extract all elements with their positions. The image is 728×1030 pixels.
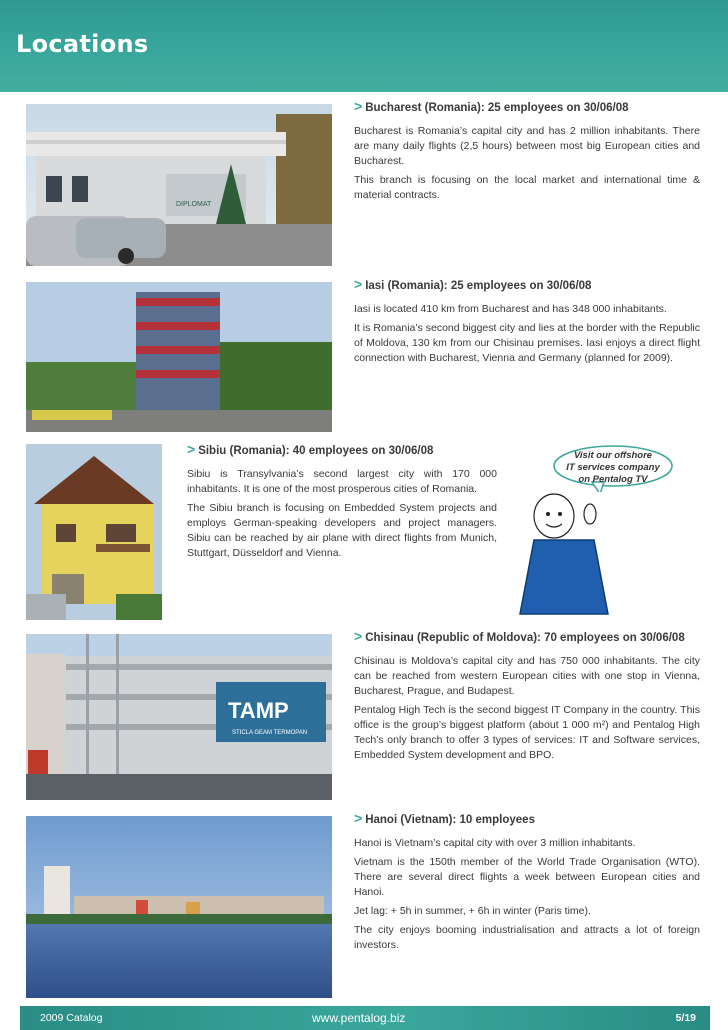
- iasi-office-photo: [26, 282, 332, 432]
- page-footer: [20, 1006, 710, 1030]
- arrow-bullet-icon: >: [354, 810, 363, 826]
- chisinau-office-photo: [26, 634, 332, 800]
- page-title: Locations: [16, 30, 149, 58]
- chisinau-heading: > Chisinau (Republic of Moldova): 70 employees on 30/06/08: [354, 628, 685, 644]
- footer-website-link[interactable]: www.pentalog.biz: [312, 1011, 406, 1025]
- page-header: [0, 0, 728, 92]
- bucharest-office-photo: [26, 104, 332, 266]
- chisinau-paragraph: Pentalog High Tech is the second biggest IT Company in the country. This office is the group’s biggest platform (about 1 000 m²) and Pentalog High Tech’s only branch to offer 3 types of services: IT and Software services, Embedded System development and BPO.: [354, 704, 700, 761]
- chisinau-sign-subtext: STICLA GEAM TERMOPAN: [232, 730, 308, 736]
- sibiu-section: [187, 442, 497, 565]
- promo-text: Visit our offshore IT services company on Pentalog TV: [566, 450, 660, 485]
- hanoi-section: [354, 811, 700, 957]
- bucharest-sign-text: DIPLOMAT: [176, 201, 212, 208]
- bucharest-section: [354, 99, 700, 207]
- sibiu-paragraph: Sibiu is Transylvania’s second largest city with 170 000 inhabitants. It is one of the most prosperous cities of Romania.: [187, 468, 497, 495]
- arrow-bullet-icon: >: [354, 98, 363, 114]
- hanoi-lake-photo: [26, 816, 332, 998]
- sibiu-heading: > Sibiu (Romania): 40 employees on 30/06/08: [187, 441, 434, 457]
- sibiu-office-photo: [26, 444, 162, 620]
- sibiu-paragraph: The Sibiu branch is focusing on Embedded System projects and employs German-speaking developers and project managers. Sibiu can be reached by air plane with direct flights from Munich, Stuttgart, Düsseldorf and Vienna.: [187, 502, 497, 559]
- hanoi-paragraph: Vietnam is the 150th member of the World Trade Organisation (WTO). There are several direct flights a week between European cities and Hanoi.: [354, 856, 700, 898]
- hanoi-paragraph: Jet lag: + 5h in summer, + 6h in winter (Paris time).: [354, 905, 591, 917]
- arrow-bullet-icon: >: [354, 276, 363, 292]
- hanoi-heading: > Hanoi (Vietnam): 10 employees: [354, 810, 535, 826]
- chisinau-paragraph: Chisinau is Moldova’s capital city and has 750 000 inhabitants. The city can be reached from western European cities with one stop in Vienna, Bucharest, Prague, and Budapest.: [354, 655, 700, 697]
- footer-catalog-label: 2009 Catalog: [40, 1012, 103, 1024]
- hanoi-paragraph: The city enjoys booming industrialisation and attracts a lot of foreign investors.: [354, 924, 700, 951]
- chisinau-sign-text: TAMP: [228, 698, 289, 723]
- mascot-illustration: [514, 490, 614, 626]
- bucharest-paragraph: This branch is focusing on the local market and international time & material contracts.: [354, 174, 700, 201]
- bucharest-heading: > Bucharest (Romania): 25 employees on 30/06/08: [354, 98, 629, 114]
- iasi-paragraph: Iasi is located 410 km from Bucharest and has 348 000 inhabitants.: [354, 303, 667, 315]
- iasi-heading: > Iasi (Romania): 25 employees on 30/06/08: [354, 276, 592, 292]
- bucharest-paragraph: Bucharest is Romania’s capital city and has 2 million inhabitants. There are many daily flights (2,5 hours) between most big European cities and Bucharest.: [354, 125, 700, 167]
- arrow-bullet-icon: >: [187, 441, 196, 457]
- arrow-bullet-icon: >: [354, 628, 363, 644]
- hanoi-paragraph: Hanoi is Vietnam’s capital city with over 3 million inhabitants.: [354, 837, 636, 849]
- chisinau-section: [354, 629, 700, 767]
- pentalog-tv-promo[interactable]: [552, 444, 674, 492]
- iasi-paragraph: It is Romania’s second biggest city and lies at the border with the Republic of Moldova, 130 km from our Chisinau premises. Iasi enjoys a direct flight connection with Bucharest, Vienna and Germany (planned for 2009).: [354, 322, 700, 364]
- footer-page-number: 5/19: [675, 1012, 696, 1024]
- iasi-section: [354, 277, 700, 370]
